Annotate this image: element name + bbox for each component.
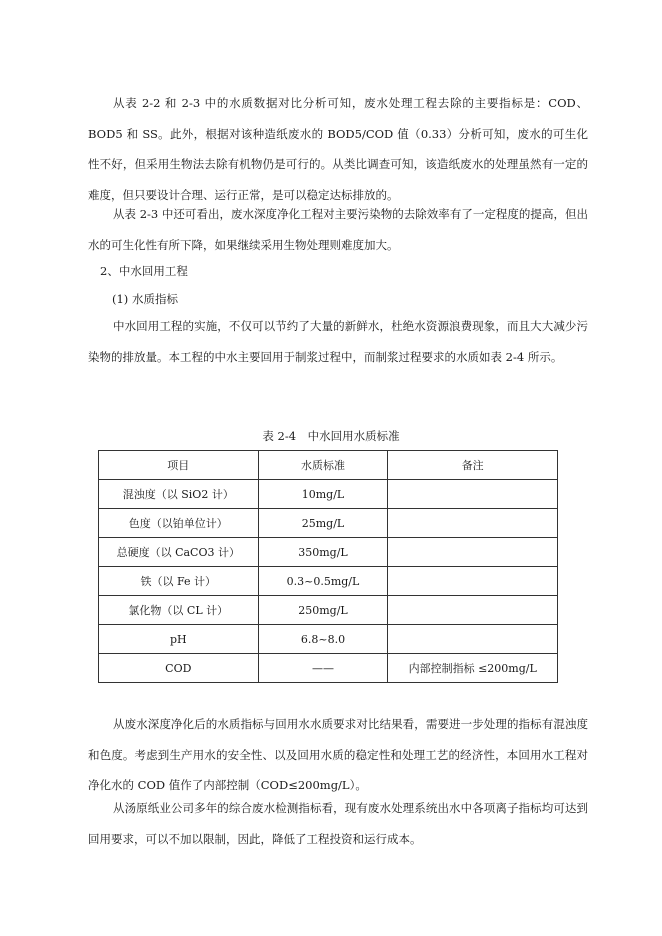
cell-remark	[388, 480, 558, 509]
section-heading: 2、中水回用工程	[100, 264, 188, 278]
paragraph-3: 中水回用工程的实施，不仅可以节约了大量的新鲜水，杜绝水资源浪费现象，而且大大减少污染物的排放量。本工程的中水主要回用于制浆过程中，而制浆过程要求的水质如表 2-4 所示。	[88, 319, 588, 364]
cell-standard: 25mg/L	[258, 509, 388, 538]
table-row	[99, 567, 558, 596]
paragraph-4: 从废水深度净化后的水质指标与回用水水质要求对比结果看，需要进一步处理的指标有混浊度和色度。考虑到生产用水的安全性、以及回用水质的稳定性和处理工艺的经济性，本回用水工程对净化水的 COD 值作了内部控制（COD≤200mg/L）。	[88, 717, 588, 792]
table-caption: 表 2-4 中水回用水质标准	[262, 429, 400, 443]
paragraph-2: 从表 2-3 中还可看出，废水深度净化工程对主要污染物的去除效率有了一定程度的提高，但出水的可生化性有所下降，如果继续采用生物处理则难度加大。	[88, 207, 588, 252]
cell-item: 色度（以铂单位计）	[99, 509, 259, 538]
header-standard: 水质标准	[258, 451, 388, 480]
cell-standard: 350mg/L	[258, 538, 388, 567]
cell-standard: 6.8~8.0	[258, 625, 388, 654]
cell-item: 混浊度（以 SiO2 计）	[99, 480, 259, 509]
header-remark: 备注	[388, 451, 558, 480]
cell-remark: 内部控制指标 ≤200mg/L	[388, 654, 558, 683]
paragraph-5: 从汤原纸业公司多年的综合废水检测指标看，现有废水处理系统出水中各项离子指标均可达到回用要求，可以不加以限制，因此，降低了工程投资和运行成本。	[88, 801, 588, 846]
cell-remark	[388, 625, 558, 654]
cell-item: 铁（以 Fe 计）	[99, 567, 259, 596]
cell-item: 氯化物（以 CL 计）	[99, 596, 259, 625]
cell-item: COD	[99, 654, 259, 683]
cell-remark	[388, 596, 558, 625]
cell-standard: 10mg/L	[258, 480, 388, 509]
table-header-row	[99, 451, 558, 480]
cell-remark	[388, 567, 558, 596]
water-quality-table	[98, 450, 558, 683]
cell-remark	[388, 538, 558, 567]
header-item: 项目	[99, 451, 259, 480]
table-row	[99, 509, 558, 538]
table-row	[99, 596, 558, 625]
paragraph-1: 从表 2-2 和 2-3 中的水质数据对比分析可知，废水处理工程去除的主要指标是：COD、BOD5 和 SS。此外，根据对该种造纸废水的 BOD5/COD 值（0.33）分析可知，废水的可生化性不好，但采用生物法去除有机物仍是可行的。从类比调查可知，该造纸废水的处理虽然有一定的难度，但只要设计合理、运行正常，是可以稳定达标排放的。	[88, 96, 588, 202]
subsection-heading: (1) 水质指标	[112, 292, 178, 306]
cell-item: pH	[99, 625, 259, 654]
cell-item: 总硬度（以 CaCO3 计）	[99, 538, 259, 567]
table-row	[99, 480, 558, 509]
cell-standard: 250mg/L	[258, 596, 388, 625]
table-row	[99, 654, 558, 683]
cell-remark	[388, 509, 558, 538]
table-row	[99, 625, 558, 654]
table-row	[99, 538, 558, 567]
cell-standard: 0.3~0.5mg/L	[258, 567, 388, 596]
cell-standard: ——	[258, 654, 388, 683]
